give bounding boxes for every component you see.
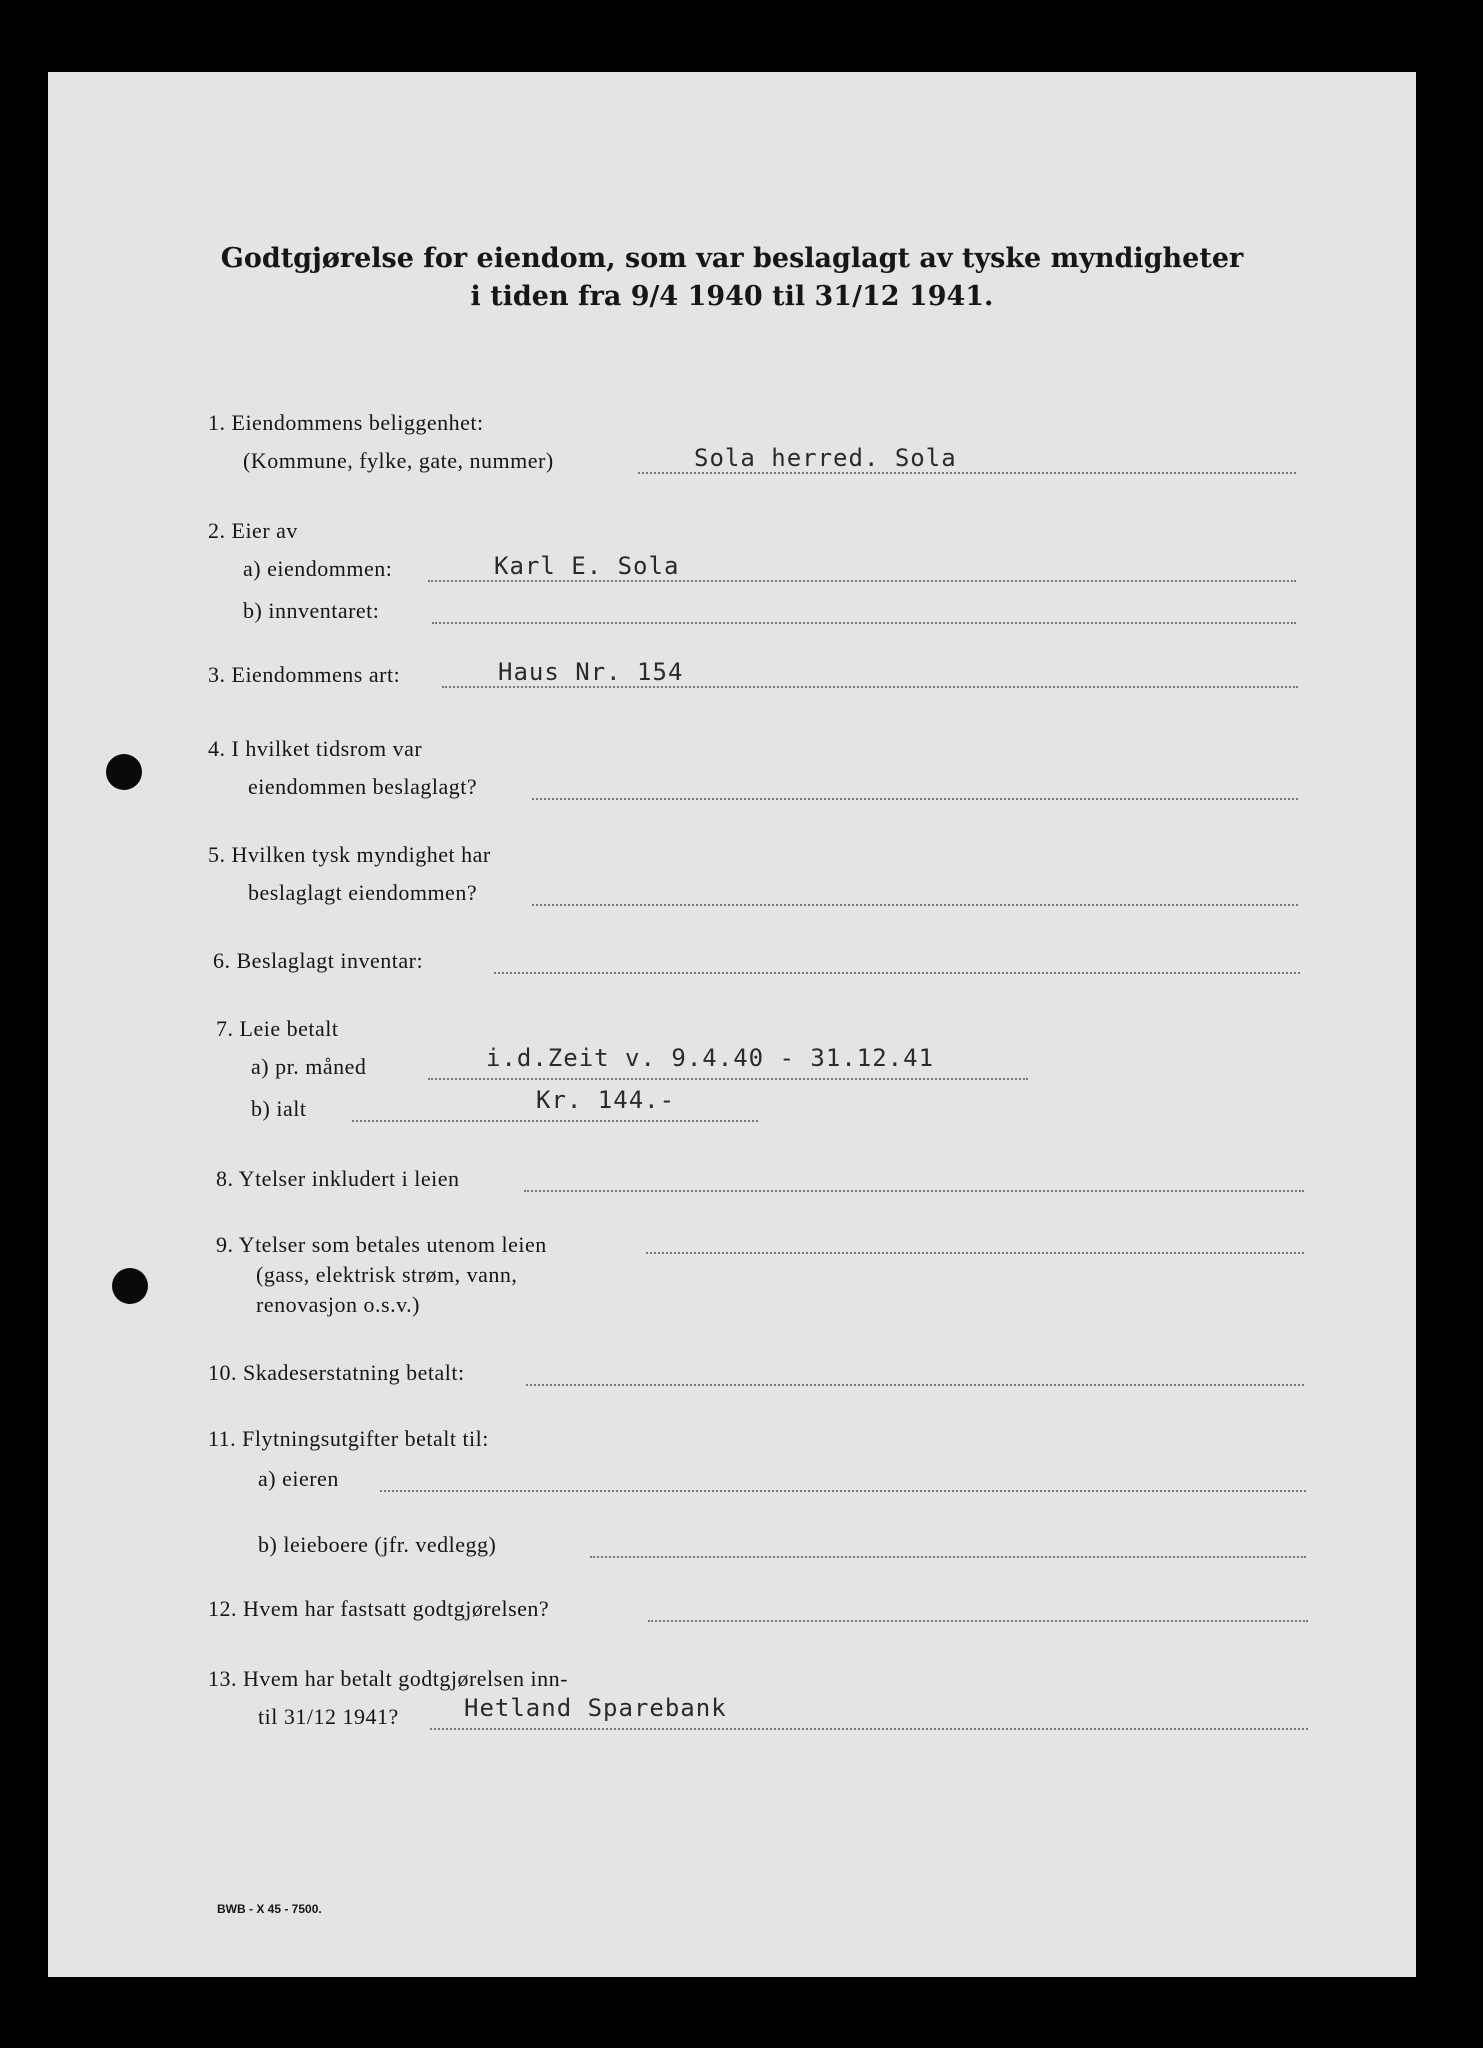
q11a-label: a) eieren bbox=[258, 1466, 339, 1491]
q8-answer-line bbox=[524, 1190, 1304, 1192]
q11a-answer-line bbox=[380, 1490, 1306, 1492]
q2a-answer: Karl E. Sola bbox=[494, 552, 680, 580]
q9-answer-line bbox=[646, 1252, 1304, 1254]
q5-answer-line bbox=[532, 904, 1298, 906]
form-footer-code: BWB - X 45 - 7500. bbox=[217, 1902, 322, 1916]
q1-sublabel: (Kommune, fylke, gate, nummer) bbox=[243, 448, 554, 473]
q9-label: 9. Ytelser som betales utenom leien bbox=[216, 1232, 547, 1257]
q7a-answer: i.d.Zeit v. 9.4.40 - 31.12.41 bbox=[486, 1044, 935, 1072]
q3-label: 3. Eiendommens art: bbox=[208, 662, 401, 687]
q9-sublabel-1: (gass, elektrisk strøm, vann, bbox=[256, 1262, 518, 1287]
q13-label: 13. Hvem har betalt godtgjørelsen inn- bbox=[208, 1666, 568, 1691]
q7-label: 7. Leie betalt bbox=[216, 1016, 339, 1041]
form-title bbox=[48, 240, 1416, 316]
q1-label: 1. Eiendommens beliggenhet: bbox=[208, 410, 484, 435]
q2a-answer-line bbox=[428, 580, 1296, 582]
q11b-label: b) leieboere (jfr. vedlegg) bbox=[258, 1532, 497, 1557]
q6-answer-line bbox=[494, 972, 1300, 974]
form-page bbox=[48, 72, 1416, 1977]
q13-sublabel: til 31/12 1941? bbox=[258, 1704, 399, 1729]
q3-answer-line bbox=[442, 686, 1298, 688]
punch-hole bbox=[106, 754, 142, 790]
q12-label: 12. Hvem har fastsatt godtgjørelsen? bbox=[208, 1596, 550, 1621]
q1-answer: Sola herred. Sola bbox=[694, 444, 957, 472]
punch-hole bbox=[112, 1268, 148, 1304]
q8-label: 8. Ytelser inkludert i leien bbox=[216, 1166, 460, 1191]
q2a-label: a) eiendommen: bbox=[243, 556, 393, 581]
q10-answer-line bbox=[526, 1384, 1304, 1386]
q13-answer: Hetland Sparebank bbox=[464, 1694, 727, 1722]
q5-sublabel: beslaglagt eiendommen? bbox=[248, 880, 478, 905]
q7b-answer-line bbox=[352, 1120, 758, 1122]
q7b-label: b) ialt bbox=[251, 1096, 307, 1121]
q13-answer-line bbox=[430, 1728, 1308, 1730]
q4-sublabel: eiendommen beslaglagt? bbox=[248, 774, 478, 799]
q2b-label: b) innventaret: bbox=[243, 598, 380, 623]
q4-answer-line bbox=[532, 798, 1298, 800]
q2-label: 2. Eier av bbox=[208, 518, 298, 543]
title-line-2: i tiden fra 9/4 1940 til 31/12 1941. bbox=[470, 281, 994, 312]
q10-label: 10. Skadeserstatning betalt: bbox=[208, 1360, 465, 1385]
q9-sublabel-2: renovasjon o.s.v.) bbox=[256, 1292, 420, 1317]
q1-answer-line bbox=[638, 472, 1296, 474]
q7a-answer-line bbox=[428, 1078, 1028, 1080]
q4-label: 4. I hvilket tidsrom var bbox=[208, 736, 423, 761]
q7a-label: a) pr. måned bbox=[251, 1054, 367, 1079]
q11b-answer-line bbox=[590, 1556, 1306, 1558]
q2b-answer-line bbox=[432, 622, 1296, 624]
q5-label: 5. Hvilken tysk myndighet har bbox=[208, 842, 491, 867]
q3-answer: Haus Nr. 154 bbox=[498, 658, 684, 686]
title-line-1: Godtgjørelse for eiendom, som var beslaglagt av tyske myndigheter bbox=[220, 243, 1244, 274]
q6-label: 6. Beslaglagt inventar: bbox=[213, 948, 424, 973]
q7b-answer: Kr. 144.- bbox=[536, 1086, 676, 1114]
q11-label: 11. Flytningsutgifter betalt til: bbox=[208, 1426, 489, 1451]
q12-answer-line bbox=[648, 1620, 1308, 1622]
